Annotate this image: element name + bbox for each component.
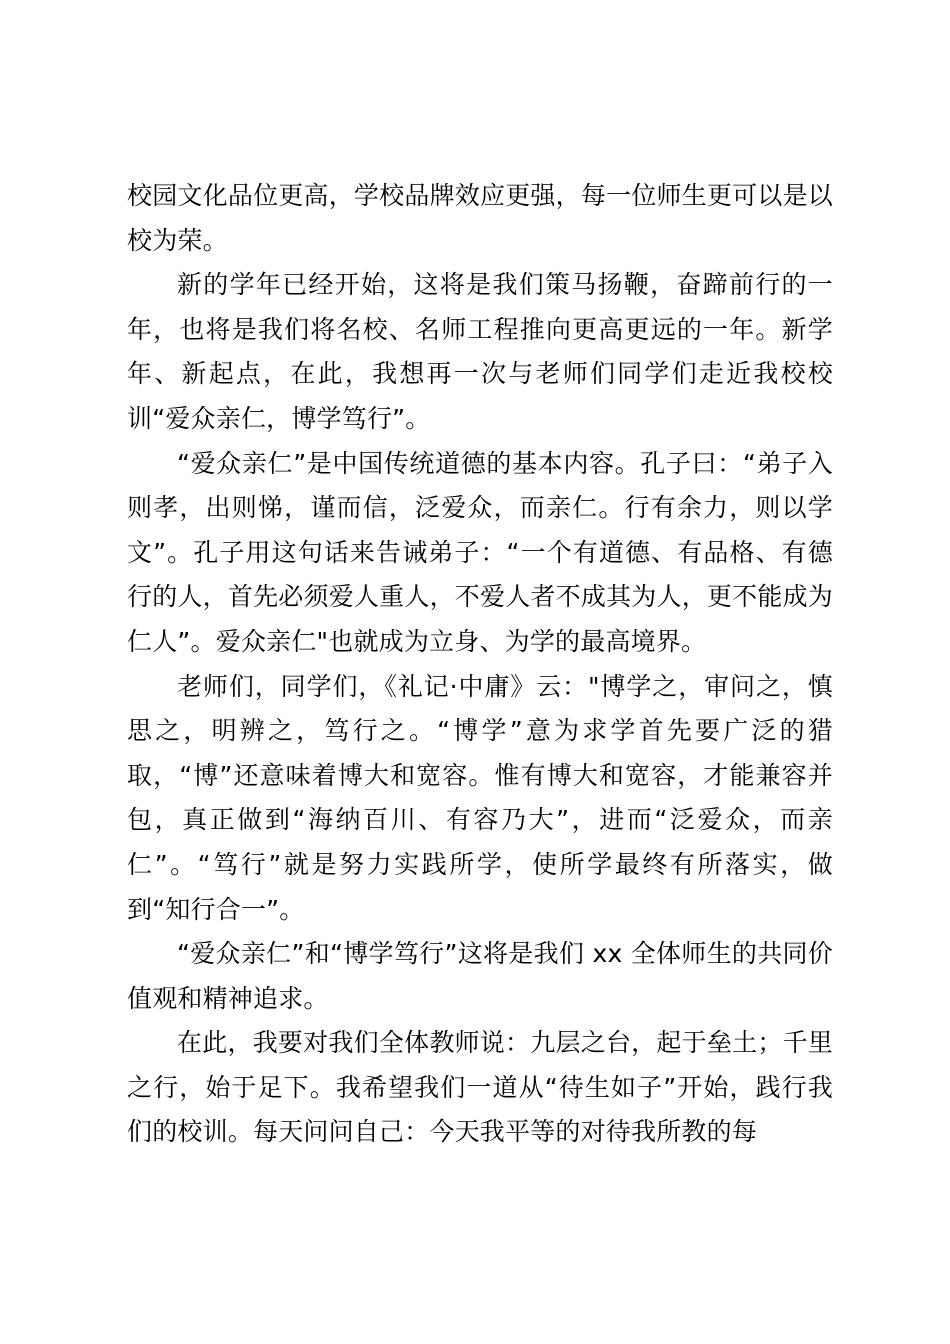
paragraph-1: 校园文化品位更高，学校品牌效应更强，每一位师生更可以是以校为荣。 — [127, 181, 833, 255]
paragraph-3: “爱众亲仁”是中国传统道德的基本内容。孔子曰：“弟子入则孝，出则悌，谨而信，泛爱众，而亲仁。行有余力，则以学文”。孔子用这句话来告诫弟子：“一个有道德、有品格、有德行的人，首先必须爱人重人，不爱人者不成其为人，更不能成为仁人”。爱众亲仁"也就成为立身、为学的最高境界。 — [127, 448, 833, 656]
body-text — [127, 174, 833, 1155]
paragraph-6: 在此，我要对我们全体教师说：九层之台，起于垒土；千里之行，始于足下。我希望我们一道从“待生如子”开始，践行我们的校训。每天问问自己：今天我平等的对待我所教的每 — [127, 1028, 833, 1147]
paragraph-4: 老师们，同学们，《礼记·中庸》云："博学之，审问之，慎思之，明辨之，笃行之。“博学”意为求学首先要广泛的猎取，“博”还意味着博大和宽容。惟有博大和宽容，才能兼容并包，真正做到“海纳百川、有容乃大”，进而“泛爱众，而亲仁”。“笃行”就是努力实践所学，使所学最终有所落实，做到“知行合一”。 — [127, 671, 833, 924]
paragraph-2: 新的学年已经开始，这将是我们策马扬鞭，奋蹄前行的一年，也将是我们将名校、名师工程推向更高更远的一年。新学年、新起点，在此，我想再一次与老师们同学们走近我校校训“爱众亲仁，博学笃行”。 — [127, 270, 833, 433]
paragraph-5: “爱众亲仁”和“博学笃行”这将是我们 xx 全体师生的共同价值观和精神追求。 — [127, 939, 833, 1013]
